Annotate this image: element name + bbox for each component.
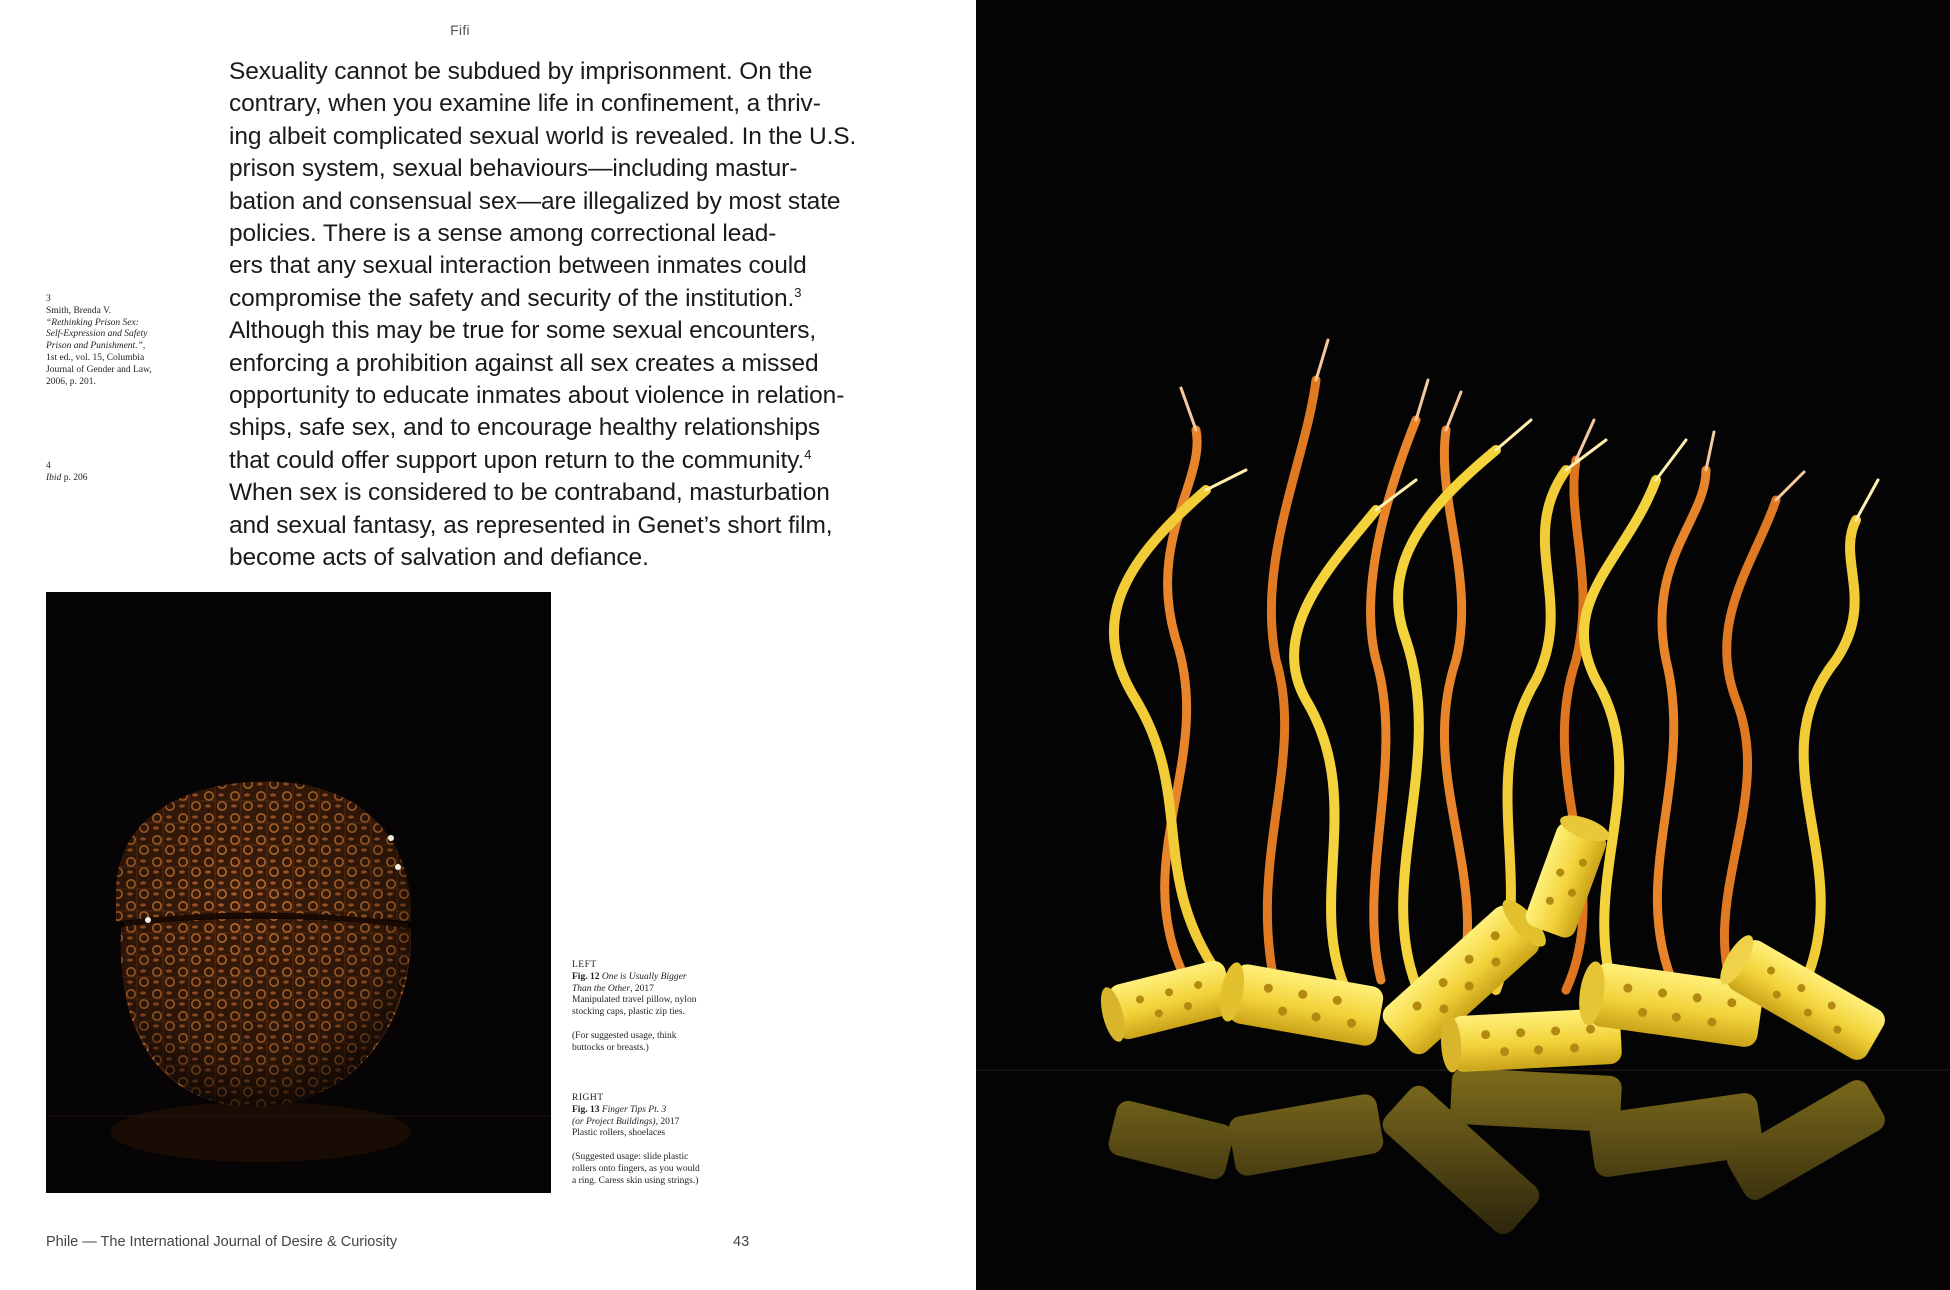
caption-heading: LEFT [572,960,597,970]
caption-title: (or Project Buildings) [572,1116,656,1127]
photo-rollers-shoelaces [976,0,1950,1290]
caption-heading: RIGHT [572,1093,604,1103]
body-text [229,56,879,575]
caption-materials: Plastic rollers, shoelaces [572,1128,666,1139]
pillow-reflection [111,1102,411,1162]
caption-usage: (Suggested usage: slide plastic [572,1151,689,1162]
caption-usage: a ring. Caress skin using strings.) [572,1175,699,1186]
roller [1523,810,1613,941]
footnote-title: “Rethinking Prison Sex: [46,317,139,328]
body-line: that could offer support upon return to the community. [229,446,805,474]
caption-fig: Fig. 13 [572,1104,600,1115]
caption-right [572,1093,742,1187]
body-line: bation and consensual sex—are illegalized by most state [229,187,841,215]
caption-title: Finger Tips Pt. 3 [601,1104,667,1115]
roller [1216,961,1385,1048]
caption-usage: (For suggested usage, think [572,1030,677,1041]
body-line: Sexuality cannot be subdued by imprisonment. On the [229,58,813,85]
rollers-reflection [1106,1068,1889,1240]
caption-title: One is Usually Bigger [601,971,687,982]
page-number: 43 [733,1234,750,1250]
body-line: Although this may be true for some sexual encounters, [229,317,817,345]
body-line: ships, safe sex, and to encourage healthy relationships [229,414,821,442]
rollers-shoelaces-illustration [976,0,1950,1290]
footnote-title: Self-Expression and Safety [46,329,148,340]
footnote-detail: Journal of Gender and Law, [46,364,152,375]
footnote-4 [46,461,196,485]
body-line: policies. There is a sense among correctional lead- [229,220,777,248]
zip-tie [388,835,394,841]
rollers [1096,810,1889,1073]
zip-tie [395,864,401,870]
caption-usage: buttocks or breasts.) [572,1042,649,1053]
body-line: contrary, when you examine life in confinement, a thriv- [229,90,821,118]
body-line: and sexual fantasy, as represented in Genet’s short film, [229,511,833,539]
caption-title: Than the Other [572,983,631,994]
caption-materials: Manipulated travel pillow, nylon [572,995,697,1006]
footnote-number: 3 [46,294,51,304]
photo-lace-pillow [46,592,551,1193]
caption-left [572,960,742,1054]
caption-materials: stocking caps, plastic zip ties. [572,1007,685,1018]
caption-usage: rollers onto fingers, as you would [572,1163,700,1174]
body-line: become acts of salvation and defiance. [229,544,649,572]
body-line: enforcing a prohibition against all sex creates a missed [229,349,819,377]
footnote-page: p. 206 [61,472,88,483]
footnote-detail: 2006, p. 201. [46,376,96,387]
footnote-reference-4[interactable]: 4 [804,446,812,462]
body-line-with-note [229,445,879,477]
footnote-3 [46,294,196,388]
footnote-title: Prison and Punishment.”, [46,341,146,352]
roller [1096,958,1236,1044]
body-line: When sex is considered to be contraband, masturbation [229,479,830,507]
lace-pillow-illustration [46,592,551,1193]
caption-fig: Fig. 12 [572,971,600,982]
footnote-number: 4 [46,461,51,471]
body-line: ers that any sexual interaction between inmates could [229,252,807,280]
caption-year: , 2017 [655,1116,680,1127]
lace-tips [1181,340,1804,500]
footnote-detail: 1st ed., vol. 15, Columbia [46,352,145,363]
running-head: Fifi [450,22,470,38]
zip-tie [145,917,151,923]
footnote-ibid: Ibid [46,472,62,483]
caption-year: , 2017 [630,983,654,994]
body-line: opportunity to educate inmates about violence in relation- [229,382,845,410]
body-line: prison system, sexual behaviours—including mastur- [229,155,798,183]
journal-footer: Phile — The International Journal of Desire & Curiosity [46,1234,398,1250]
footnote-author: Smith, Brenda V. [46,305,112,316]
footnote-reference-3[interactable]: 3 [794,284,802,300]
body-line-with-note [229,283,879,315]
body-line: ing albeit complicated sexual world is revealed. In the U.S. [229,122,857,150]
body-line: compromise the safety and security of the institution. [229,284,795,312]
